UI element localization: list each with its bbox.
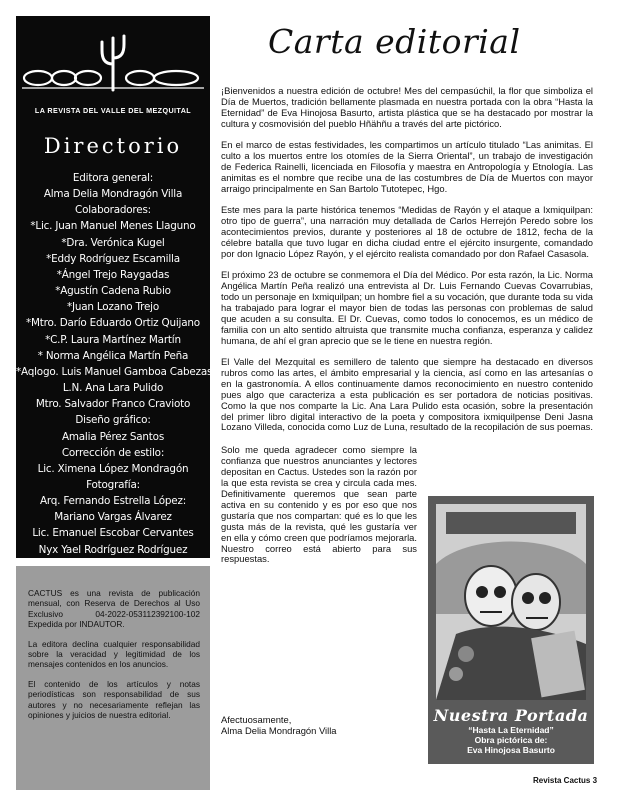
- staff-line: *Aqlogo. Luis Manuel Gamboa Cabezas: [16, 365, 213, 378]
- staff-line: Amalia Pérez Santos: [61, 430, 165, 443]
- staff-line: Alma Delia Mondragón Villa: [43, 188, 183, 201]
- staff-line: L.N. Ana Lara Pulido: [62, 382, 164, 395]
- cover-artwork: [436, 504, 586, 700]
- staff-line: Colaboradores:: [75, 204, 151, 217]
- cover-artist: Eva Hinojosa Basurto: [467, 745, 555, 755]
- cover-artwork-title: “Hasta La Eternidad”: [468, 725, 554, 735]
- staff-line: Fotografía:: [86, 478, 140, 491]
- editorial-paragraph: Este mes para la parte histórica tenemos “Medidas de Rayón y el ataque a Ixmiquilpan: otro tipo de guerra”, una narración muy detallada de Carlos Herrejón Peredo sobre los acontecimientos previos, durante y posteriores al 18 de octubre de 1812, fecha de la célebre batalla que tuvo lugar en dicha ciudad entre el ejército insurgente, comandado por don Ignacio López Rayón, y el ejército realista comandado por don Rafael Casasola.: [221, 204, 593, 259]
- directory-title: Directorio: [43, 134, 183, 158]
- staff-line: *Lic. Juan Manuel Menes Llaguno: [30, 220, 196, 233]
- signature-block: [221, 714, 421, 736]
- staff-line: Mariano Vargas Álvarez: [54, 511, 172, 524]
- staff-line: Arq. Fernando Estrella López:: [39, 495, 187, 508]
- cover-artwork-illustration: [436, 504, 586, 700]
- staff-line: Editora general:: [72, 172, 154, 184]
- staff-line: *Eddy Rodríguez Escamilla: [46, 252, 180, 265]
- page-title: Carta editorial: [268, 22, 521, 61]
- page-footer: Revista Cactus 3: [533, 776, 598, 785]
- staff-line: Corrección de estilo:: [61, 446, 165, 459]
- staff-line: *Juan Lozano Trejo: [66, 301, 160, 314]
- staff-line: *C.P. Laura Martínez Martín: [45, 333, 181, 346]
- cover-box: [428, 496, 594, 764]
- legal-paragraph: El contenido de los artículos y notas periodísticas son responsabilidad de sus autores y no necesariamente reflejan las opiniones y juicios de nuestra editorial.: [28, 678, 200, 721]
- staff-line: *Ángel Trejo Raygadas: [56, 268, 170, 281]
- staff-line: * Norma Angélica Martín Peña: [37, 349, 189, 362]
- editorial-paragraph: Solo me queda agradecer como siempre la confianza que nuestros anunciantes y lectores depositan en Cactus. Ustedes son la razón por la que esta revista se crea y circula cada mes. Definitivamente queremos que sean parte activa en su contenido y es por eso que nos gustaría que nos compartan: qué es lo que les gusta más de la revista, qué les gustaría ver en ella y cómo creen que podríamos mejorarla. Nuestro correo está abierto para sus respuestas.: [221, 444, 417, 565]
- staff-line: Diseño gráfico:: [75, 414, 151, 427]
- directory-sidebar: [16, 16, 213, 558]
- cover-caption: [428, 706, 594, 755]
- editorial-paragraph: El Valle del Mezquital es semillero de talento que siempre ha destacado en diversos rubros como las artes, el ámbito empresarial y la ciencia, así como en las artesanías o en la gastronomía. A ellos continuamente damos reconocimiento en nuestro contenido pues algo que caracteriza a esta publicación es ser portadora de noticias positivas. Como la que nos comparte la Lic. Ana Lara Pulido esta ocasión, sobre la presentación del primer libro digital interactivo de la poeta y compositora ixmiquilpense Deni Jasna Lozano Villeda, conocida como Luz de Luna, resultado de la recopilación de sus poemas.: [221, 356, 593, 433]
- staff-line: Lic. Emanuel Escobar Cervantes: [32, 527, 194, 540]
- staff-line: *Mtro. Darío Eduardo Ortiz Quijano: [26, 317, 200, 330]
- editorial-paragraph: ¡Bienvenidos a nuestra edición de octubre! Mes del cempasúchil, la flor que simboliza el Día de Muertos, tradición bellamente plasmada en nuestra portada con la obra “Hasta la Eternidad” de Eva Hinojosa Basurto, artista plástica que se ha destacado por mostrar la cultura y cosmovisión del pueblo Hñähñu a través del arte pictórico.: [221, 85, 593, 129]
- editorial-paragraph: El próximo 23 de octubre se conmemora el Día del Médico. Por esta razón, la Lic. Norma Angélica Martín Peña realizó una entrevista al Dr. Luis Fernando Cuevas Covarrubias, todo un personaje en Ixmiquilpan; un hombre fiel a su vocación, que durante toda su vida ha trabajado para lograr el mayor bien de todas las personas con problemas de salud que acuden a su consulta. El Dr. Cuevas, como todos lo conocemos, es un médico de familia con un alto sentido altruista que transmite mucha confianza, esperanza y calidez humana, de ahí el gran aprecio que se le tiene en nuestra región.: [221, 269, 593, 346]
- magazine-tagline: LA REVISTA DEL VALLE DEL MEZQUITAL: [34, 106, 192, 115]
- signature-name: Alma Delia Mondragón Villa: [221, 725, 337, 736]
- staff-line: Lic. Ximena López Mondragón: [37, 462, 189, 475]
- closing-line: Afectuosamente,: [221, 714, 292, 725]
- legal-paragraph: La editora declina cualquier responsabilidad sobre la veracidad y legitimidad de los mensajes contenidos en los anuncios.: [28, 638, 200, 670]
- legal-paragraph: CACTUS es una revista de publicación mensual, con Reserva de Derechos al Uso Exclusivo 04-2022-053112392100-102 Expedida por INDAUTOR.: [28, 588, 200, 630]
- staff-line: Nyx Yael Rodríguez Rodríguez: [38, 543, 188, 556]
- cover-heading: Nuestra Portada: [433, 706, 589, 725]
- staff-list: [16, 170, 213, 574]
- staff-line: Mtro. Salvador Franco Cravioto: [35, 398, 191, 411]
- legal-info-box: [16, 566, 210, 790]
- staff-line: *Dra. Verónica Kugel: [61, 236, 165, 249]
- staff-line: *Agustín Cadena Rubio: [55, 285, 171, 298]
- cover-artwork-type: Obra pictórica de:: [474, 735, 548, 745]
- cactus-logo: [16, 24, 210, 94]
- editorial-paragraph: En el marco de estas festividades, les compartimos un artículo titulado “Las animitas. El culto a los muertos entre los otomíes de la Sierra Oriental”, un trabajo de investigación de Federica Rainelli, licenciada en Filosofía y maestra en Antropología y Etnología. Las animitas es el nombre que recibe una de las costumbres de Día de Muertos con mayor arraigo principalmente en San Bartolo Tutotepec, Hgo.: [221, 139, 593, 194]
